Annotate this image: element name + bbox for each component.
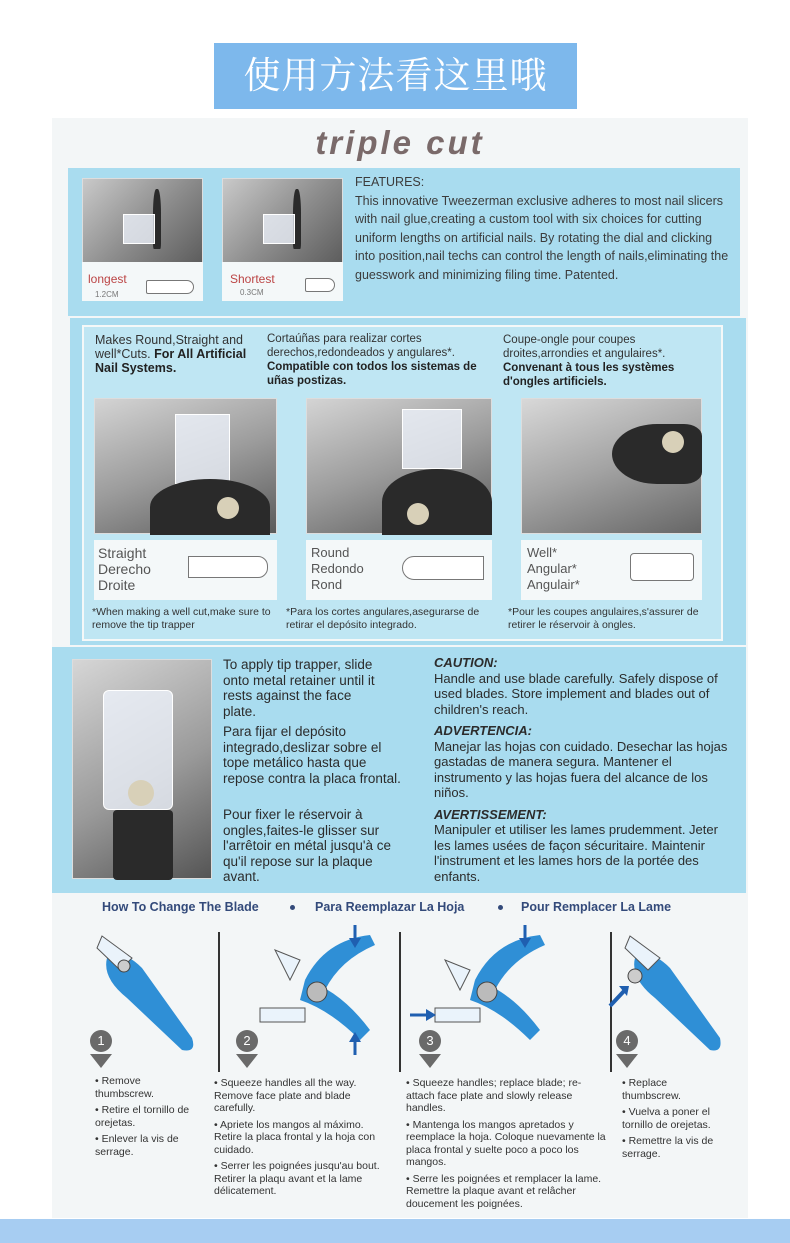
longest-nail-icon: [146, 280, 194, 294]
header-dot-1: [290, 905, 295, 910]
caution-text: Handle and use blade carefully. Safely dispose of used blades. Store implement and blades out of children's reach.: [434, 670, 718, 717]
step-4-number: 4: [616, 1030, 638, 1052]
trapper-french: Pour fixer le réservoir à ongles,faites-le glisser sur l'arrêtoir en métal jusqu'à ce qu'il repose sur la plaque avant.: [223, 807, 391, 884]
trapper-english: To apply tip trapper, slide onto metal retainer until it rests against the face plate.: [223, 657, 375, 719]
well-cut-photo: [521, 398, 702, 534]
caution-heading: CAUTION:: [434, 655, 498, 670]
cuts-english: [95, 333, 260, 375]
cuts-french: [503, 333, 708, 389]
step-1-text: [95, 1075, 200, 1162]
shortest-value: 0.3CM: [240, 288, 264, 297]
straight-fr: Droite: [98, 577, 136, 593]
step-4-fr: • Remettre la vis de serrage.: [622, 1135, 714, 1160]
cuts-french-text: Coupe-ongle pour coupes droites,arrondies et angulaires*.: [503, 334, 666, 360]
caution-block: [434, 655, 734, 884]
cuts-spanish: [267, 332, 497, 388]
well-fr: Angulair*: [527, 577, 580, 592]
round-es: Redondo: [311, 561, 364, 576]
longest-value: 1.2CM: [95, 290, 119, 299]
blade-header-english: How To Change The Blade: [102, 900, 259, 914]
step-2-fr: • Serrer les poignées jusqu'au bout. Retirer la plaqu avant et la lame délicatement.: [214, 1160, 380, 1197]
step-2-number: 2: [236, 1030, 258, 1052]
step-3-fr: • Serre les poignées et remplacer la lame. Remettre la plaque avant et relâcher doucement les poignées.: [406, 1172, 602, 1210]
step-3-number: 3: [419, 1030, 441, 1052]
straight-labels: [98, 545, 151, 593]
step-3-es: • Mantenga los mangos apretados y reemplace la hoja. Coloque nuevamente la placa frontal y suelte poco a poco los mangos.: [406, 1118, 606, 1168]
well-en: Well*: [527, 545, 558, 560]
step-2-illustration: [245, 920, 385, 1060]
step-4-text: [622, 1077, 727, 1164]
advertencia-text: Manejar las hojas con cuidado. Desechar las hojas gastadas de manera segura. Mantener el instrumento y las hojas fuera del alcance de los niños.: [434, 738, 728, 800]
avertissement-text: Manipuler et utiliser les lames prudemment. Jeter les lames usées de façon sécuritaire. Maintenir l'instrument et les lames hors de la portée des enfants.: [434, 822, 718, 884]
header-dot-2: [498, 905, 503, 910]
round-cut-photo: [306, 398, 492, 534]
note-spanish: *Para los cortes angulares,asegurarse de retirar el depósito integrado.: [286, 606, 480, 631]
straight-es: Derecho: [98, 561, 151, 577]
shortest-label: Shortest: [230, 272, 275, 286]
avertissement-heading: AVERTISSEMENT:: [434, 806, 547, 822]
step-2-en: • Squeeze handles all the way. Remove face plate and blade carefully.: [214, 1077, 357, 1114]
well-labels: [527, 545, 580, 593]
step-1-es: • Retire el tornillo de orejetas.: [95, 1104, 190, 1129]
straight-cut-photo: [94, 398, 277, 534]
features-body: This innovative Tweezerman exclusive adheres to most nail slicers with nail glue,creating a custom tool with six choices for cutting uniform lengths on artificial nails. By rotating the dial and clicking into position,nail techs can control the length of nails,eliminating the guesswork and minimizing filing time. Patented.: [355, 193, 729, 282]
cuts-english-bold: For All Artificial Nail Systems.: [95, 347, 247, 375]
step-3-arrow-icon: [419, 1054, 441, 1068]
brand-title: triple cut: [315, 124, 485, 161]
cuts-spanish-text: Cortaúñas para realizar cortes derechos,redondeados y angulares*.: [267, 333, 455, 359]
step-1-number: 1: [90, 1030, 112, 1052]
round-fr: Rond: [311, 577, 343, 592]
cuts-english-text: Makes Round,Straight and well*Cuts.: [95, 333, 244, 361]
straight-nail-icon: [188, 556, 268, 578]
round-nail-icon: [402, 556, 484, 580]
advertencia-heading: ADVERTENCIA:: [434, 723, 532, 738]
round-labels: [311, 545, 364, 593]
step-4-arrow-icon: [616, 1054, 638, 1068]
note-french: *Pour les coupes angulaires,s'assurer de retirer le réservoir à ongles.: [508, 606, 699, 631]
step-4-en: • Replace thumbscrew.: [622, 1077, 681, 1102]
step-divider-1: [218, 932, 220, 1072]
well-es: Angular*: [527, 561, 577, 576]
well-nail-icon: [630, 553, 694, 581]
features-heading: FEATURES:: [355, 175, 425, 189]
longest-label: longest: [88, 272, 127, 286]
straight-en: Straight: [98, 545, 147, 561]
step-1-arrow-icon: [90, 1054, 112, 1068]
features-text: [355, 173, 735, 285]
step-1-fr: • Enlever la vis de serrage.: [95, 1133, 179, 1158]
footer-bar: [0, 1219, 790, 1243]
step-1-en: • Remove thumbscrew.: [95, 1075, 154, 1100]
step-2-text: [214, 1077, 389, 1202]
cuts-french-bold: Convenant à tous les systèmes d'ongles artificiels.: [503, 362, 675, 388]
tip-trapper-photo: [72, 659, 212, 879]
step-3-text: [406, 1077, 606, 1214]
title-banner: 使用方法看这里哦: [214, 43, 577, 109]
step-divider-2: [399, 932, 401, 1072]
note-english: *When making a well cut,make sure to remove the tip trapper: [92, 606, 271, 631]
cuts-spanish-bold: Compatible con todos los sistemas de uñas postizas.: [267, 361, 477, 387]
shortest-nail-icon: [305, 278, 335, 292]
blade-header-spanish: Para Reemplazar La Hoja: [315, 900, 465, 914]
blade-header-french: Pour Remplacer La Lame: [521, 900, 672, 914]
step-2-es: • Apriete los mangos al máximo. Retire la placa frontal y la hoja con cuidado.: [214, 1118, 376, 1156]
step-4-es: • Vuelva a poner el tornillo de orejetas.: [622, 1106, 711, 1131]
step-3-en: • Squeeze handles; replace blade; re-attach face plate and slowly release handles.: [406, 1077, 582, 1114]
round-en: Round: [311, 545, 350, 560]
step-2-arrow-icon: [236, 1054, 258, 1068]
trapper-spanish: Para fijar el depósito integrado,deslizar sobre el tope metálico hasta que repose contra la placa frontal.: [223, 724, 401, 786]
